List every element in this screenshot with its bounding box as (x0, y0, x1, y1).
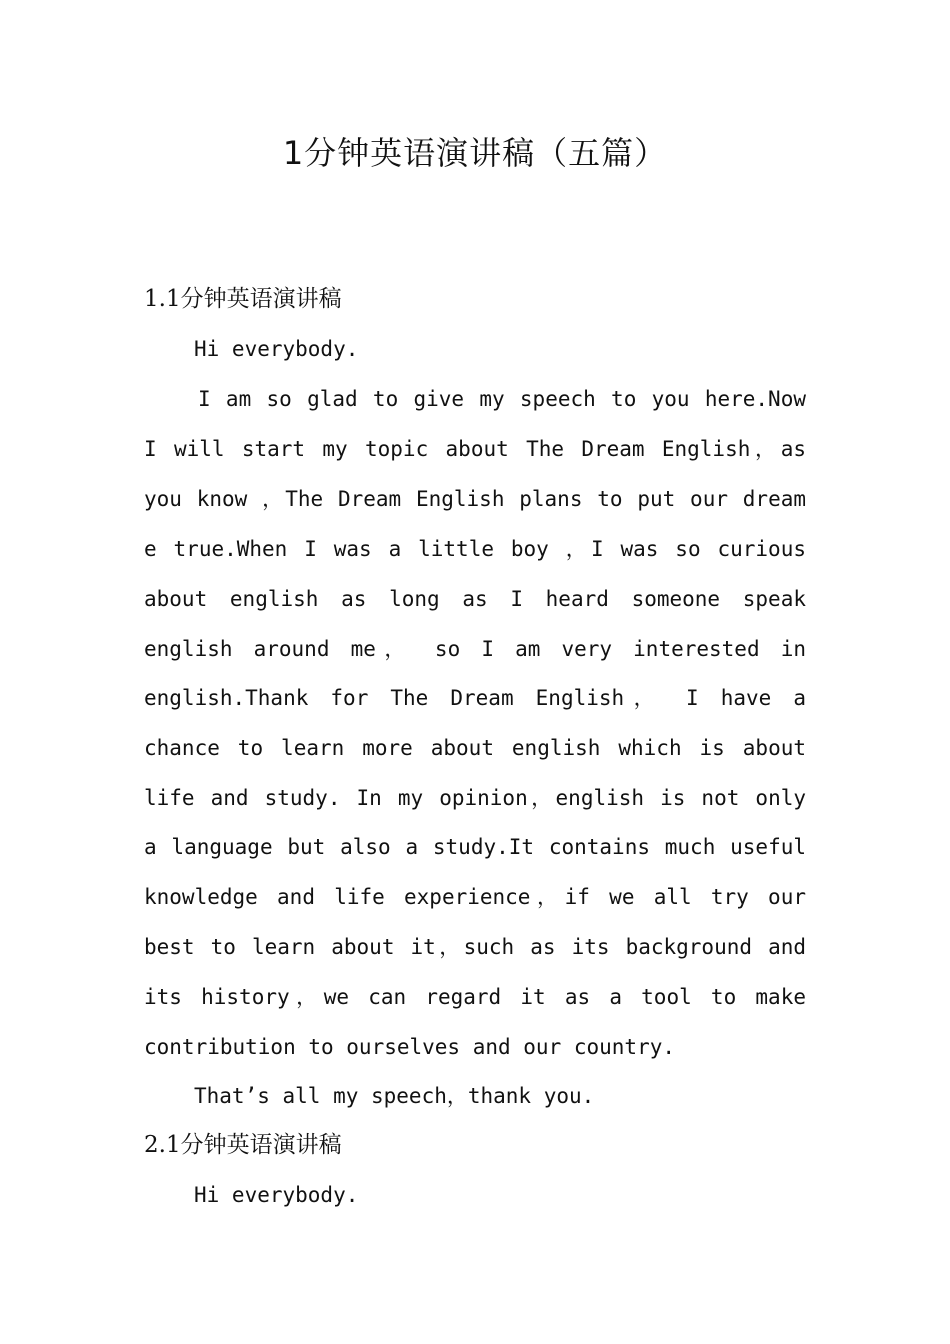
section-1-closing: That’s all my speech，thank you. (194, 1084, 595, 1108)
paragraph-line: life and study. In my opinion，english is not only (144, 786, 806, 810)
paragraph-line: best to learn about it，such as its background and (144, 935, 806, 959)
document-title: 1分钟英语演讲稿（五篇） (282, 134, 668, 172)
section-2-greeting: Hi everybody. (194, 1183, 359, 1207)
section-heading-1: 1.1分钟英语演讲稿 (144, 286, 342, 312)
paragraph-line: I am so glad to give my speech to you here.Now (198, 387, 806, 411)
paragraph-line: english.Thank for The Dream English， I have a (144, 686, 806, 710)
paragraph-line: english around me， so I am very interested in (144, 637, 806, 661)
section-1-greeting: Hi everybody. (194, 337, 359, 361)
paragraph-line: e true.When I was a little boy ，I was so curious (144, 537, 806, 561)
paragraph-line: about english as long as I heard someone speak (144, 587, 806, 611)
paragraph-line: I will start my topic about The Dream English，as (144, 437, 806, 461)
section-heading-2: 2.1分钟英语演讲稿 (144, 1132, 342, 1158)
paragraph-line: a language but also a study.It contains much useful (144, 835, 806, 859)
paragraph-line: contribution to ourselves and our country. (144, 1035, 676, 1059)
paragraph-line: knowledge and life experience，if we all try our (144, 885, 806, 909)
paragraph-line: chance to learn more about english which is about (144, 736, 806, 760)
paragraph-line: you know ，The Dream English plans to put our dream (144, 487, 806, 511)
paragraph-line: its history，we can regard it as a tool to make (144, 985, 806, 1009)
